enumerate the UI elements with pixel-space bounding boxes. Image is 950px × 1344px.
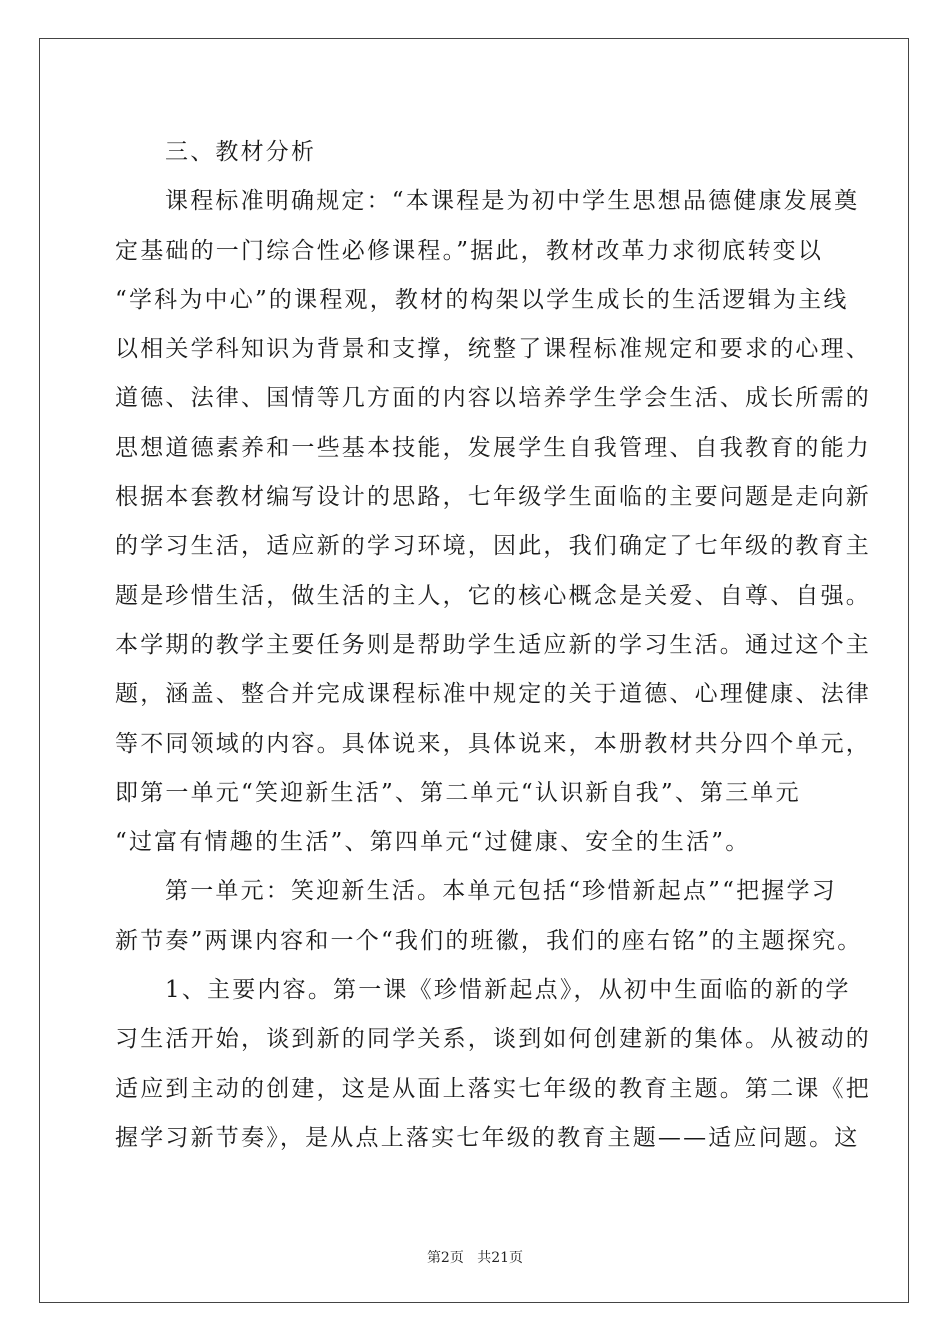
- text-line: 习生活开始，谈到新的同学关系，谈到如何创建新的集体。从被动的: [115, 1026, 871, 1053]
- text-line: “学科为中心”的课程观，教材的构架以学生成长的生活逻辑为主线: [115, 286, 849, 313]
- text-line: 题是珍惜生活，做生活的主人，它的核心概念是关爱、自尊、自强。: [115, 582, 871, 609]
- text-line: 1、主要内容。第一课《珍惜新起点》，从初中生面临的新的学: [165, 977, 851, 1004]
- text-line: 握学习新节奏》，是从点上落实七年级的教育主题——适应问题。这: [115, 1124, 860, 1151]
- text-line: 思想道德素养和一些基本技能，发展学生自我管理、自我教育的能力: [115, 434, 871, 461]
- text-line: 等不同领域的内容。具体说来，具体说来，本册教材共分四个单元，: [115, 730, 871, 757]
- text-line: 道德、法律、国情等几方面的内容以培养学生学会生活、成长所需的: [115, 385, 871, 412]
- text-line: 课程标准明确规定：“本课程是为初中学生思想品德健康发展奠: [165, 188, 860, 215]
- text-line: 新节奏”两课内容和一个“我们的班徽，我们的座右铭”的主题探究。: [115, 927, 863, 954]
- text-line: 适应到主动的创建，这是从面上落实七年级的教育主题。第二课《把: [115, 1075, 871, 1102]
- text-line: “过富有情趣的生活”、第四单元“过健康、安全的生活”。: [115, 829, 751, 856]
- text-line: 定基础的一门综合性必修课程。”据此，教材改革力求彻底转变以: [115, 237, 824, 264]
- section-heading: 三、教材分析: [165, 139, 317, 165]
- text-line: 本学期的教学主要任务则是帮助学生适应新的学习生活。通过这个主: [115, 631, 871, 658]
- text-line: 题，涵盖、整合并完成课程标准中规定的关于道德、心理健康、法律: [115, 681, 871, 708]
- page-footer: [0, 1247, 950, 1267]
- text-line: 第一单元：笑迎新生活。本单元包括“珍惜新起点”“把握学习: [165, 878, 837, 905]
- text-line: 根据本套教材编写设计的思路，七年级学生面临的主要问题是走向新: [115, 484, 871, 511]
- text-line: 以相关学科知识为背景和支撑，统整了课程标准规定和要求的心理、: [115, 336, 871, 363]
- page-number: 第2页: [426, 1250, 464, 1266]
- text-line: 的学习生活，适应新的学习环境，因此，我们确定了七年级的教育主: [115, 533, 871, 560]
- text-line: 即第一单元“笑迎新生活”、第二单元“认识新自我”、第三单元: [115, 779, 801, 806]
- document-body: [115, 128, 871, 1163]
- page-total: 共21页: [477, 1250, 524, 1266]
